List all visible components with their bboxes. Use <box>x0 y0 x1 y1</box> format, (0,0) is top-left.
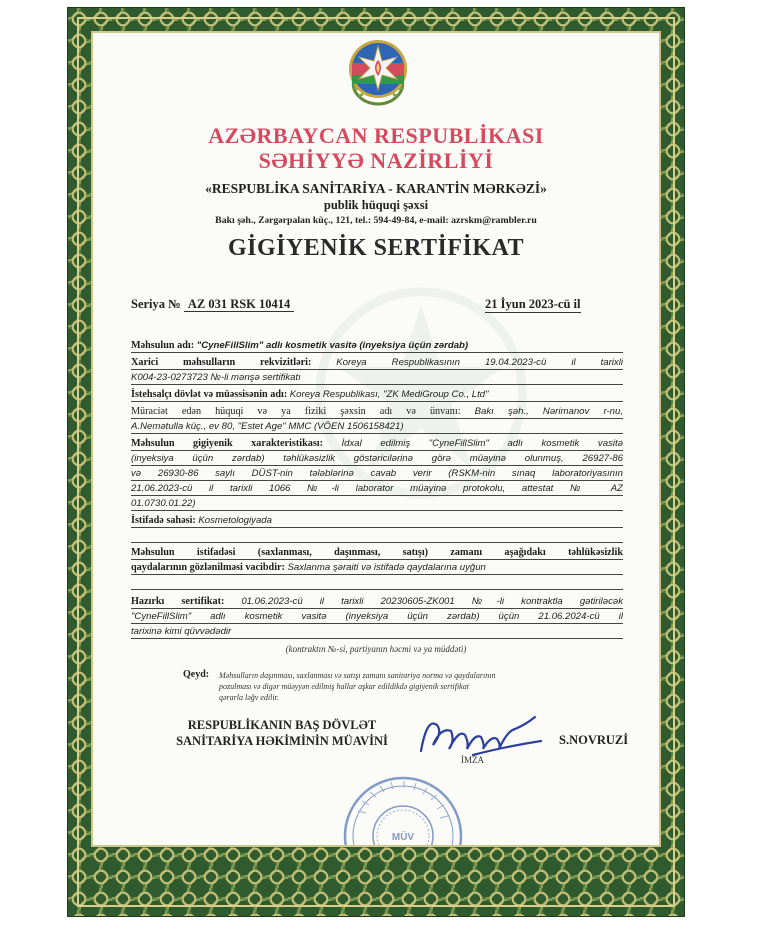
product-name-label: Məhsulun adı: <box>131 340 195 351</box>
manufacturer-row <box>131 388 623 402</box>
hygiene-row-4 <box>131 482 623 496</box>
entity-type: publik hüquqi şəxsi <box>323 198 429 212</box>
certificate-validity-label: Hazırkı sertifikat: <box>131 596 225 607</box>
certificate-validity-value-1: 01.06.2023-cü il tarixli 20230605-ZK001 №-li kontraktla gətiriləcək <box>241 596 623 607</box>
certificate-validity-value-3: tarixinə kimi qüvvədədir <box>131 626 232 637</box>
certificate-validity-row <box>131 595 623 609</box>
note-text <box>219 670 495 703</box>
signatory-title <box>147 717 417 749</box>
center-address: Bakı şəh., Zərgərpalan küç., 121, tel.: 594-49-84, e-mail: azrskm@rambler.ru <box>215 215 537 226</box>
certificate-validity-row-3 <box>131 625 623 639</box>
certificate-validity-hint: (kontraktın №-si, partiyanın həcmi və ya müddəti) <box>285 644 467 654</box>
document-title: GİGİYENİK SERTİFİKAT <box>227 235 525 261</box>
manufacturer-label: İstehsalçı dövlət və müəssisənin adı: <box>131 389 288 400</box>
series-line <box>131 297 294 312</box>
signature-label: İMZA <box>461 755 484 765</box>
signatory-name: S.NOVRUZİ <box>559 733 629 747</box>
applicant-row <box>131 405 623 419</box>
country-title: AZƏRBAYCAN RESPUBLİKASI <box>208 123 544 148</box>
official-stamp-icon <box>338 771 468 845</box>
safety-label-2: qaydalarının gözlənilməsi vacibdir: <box>131 562 285 573</box>
safety-row-2 <box>131 561 623 575</box>
hygiene-row-5 <box>131 497 623 511</box>
usage-row-blank <box>131 529 623 543</box>
import-details-row <box>131 356 623 370</box>
certificate-paper <box>93 33 659 845</box>
series-number: AZ 031 RSK 10414 <box>184 297 294 312</box>
safety-row <box>131 546 623 560</box>
certificate-validity-value-2: "CyneFillSlim" adlı kosmetik vasitə (inyeksiya üçün zərdab) üçün 21.06.2024-cü il <box>131 611 623 622</box>
state-emblem-icon <box>343 33 413 109</box>
hygiene-row-2 <box>131 452 623 466</box>
import-details-value-1: Koreya Respublikasının 19.04.2023-cü il tarixli <box>336 357 623 368</box>
manufacturer-value: Koreya Respublikası, "ZK MediGroup Co., Ltd" <box>289 389 489 400</box>
safety-value: Saxlanma şəraiti və istifadə qaydalarına uyğun <box>287 562 486 573</box>
import-details-row-2 <box>131 371 623 385</box>
note-line-2: pozulması və digər müəyyən edilmiş hallar aşkar edildikdə gigiyenik sertifikat <box>219 682 469 691</box>
hygiene-value-2: (inyeksiya üçün zərdab) təhlükəsizlik göstəricilərinə görə müayinə olunmuş, 26927-86 <box>131 453 623 464</box>
import-details-value-2: K004-23-0273723 №-li mənşə sertifikatı <box>131 372 301 383</box>
usage-value: Kosmetologiyada <box>198 515 272 526</box>
certificate-ornamental-border <box>68 8 684 916</box>
note-line-1: Məhsulların daşınması, saxlanması və satışı zamanı sanitariya norma və qaydalarının <box>219 671 496 680</box>
hygiene-value-1: İdxal edilmiş "CyneFillSlim" adlı kosmetik vasitə <box>341 438 623 449</box>
note-label: Qeyd: <box>183 669 210 680</box>
applicant-row-2 <box>131 420 623 434</box>
safety-label-1: Məhsulun istifadəsi (saxlanması, daşınması, satışı) zamanı aşağıdakı təhlükəsizlik <box>131 547 623 558</box>
note-line-3: qərarla ləğv edilir. <box>219 693 279 702</box>
signatory-title-line-1: RESPUBLİKANIN BAŞ DÖVLƏT <box>187 718 377 732</box>
issue-date: 21 İyun 2023-cü il <box>485 297 581 311</box>
product-name-row <box>131 339 623 353</box>
signatory-title-line-2: SANİTARİYA HƏKİMİNİN MÜAVİNİ <box>176 734 388 748</box>
hygiene-label: Məhsulun gigiyenik xarakteristikası: <box>131 438 324 449</box>
hygiene-value-3: və 26930-86 saylı DÜST-nin tələblərinə cavab verir (RSKM-nin sınaq laboratoriyasının <box>131 468 623 479</box>
series-label: Seriya № <box>131 297 181 311</box>
hygiene-row <box>131 437 623 451</box>
handwritten-signature-icon <box>413 711 563 763</box>
usage-row <box>131 514 623 528</box>
hygiene-value-5: 01.0730.01.22) <box>131 498 196 509</box>
ministry-title: SƏHİYYƏ NAZİRLİYİ <box>258 148 494 173</box>
stamp-center-text: MÜV <box>391 832 415 843</box>
applicant-value-1: Bakı şəh., Nərimanov r-nu, <box>474 406 623 417</box>
import-details-label: Xarici məhsulların rekvizitləri: <box>131 357 312 368</box>
center-name: «RESPUBLİKA SANİTARİYA - KARANTİN MƏRKƏZİ» <box>205 181 547 196</box>
applicant-label: Müraciət edən hüquqi və ya fiziki şəxsin adı və ünvanı: <box>131 406 461 417</box>
usage-label: İstifadə sahəsi: <box>131 515 196 526</box>
certificate-validity-row-2 <box>131 610 623 624</box>
hygiene-value-4: 21.06.2023-cü il tarixli 1066 №-li laborator müayinə protokolu, attestat № AZ <box>131 483 623 494</box>
product-name-value: "CyneFillSlim" adlı kosmetik vasitə (inyeksiya üçün zərdab) <box>196 340 469 351</box>
hygiene-row-3 <box>131 467 623 481</box>
applicant-value-2: A.Nemətulla küç., ev 80, "Estet Age" MMC (VÖEN 1506158421) <box>131 421 404 432</box>
safety-row-blank <box>131 576 623 590</box>
